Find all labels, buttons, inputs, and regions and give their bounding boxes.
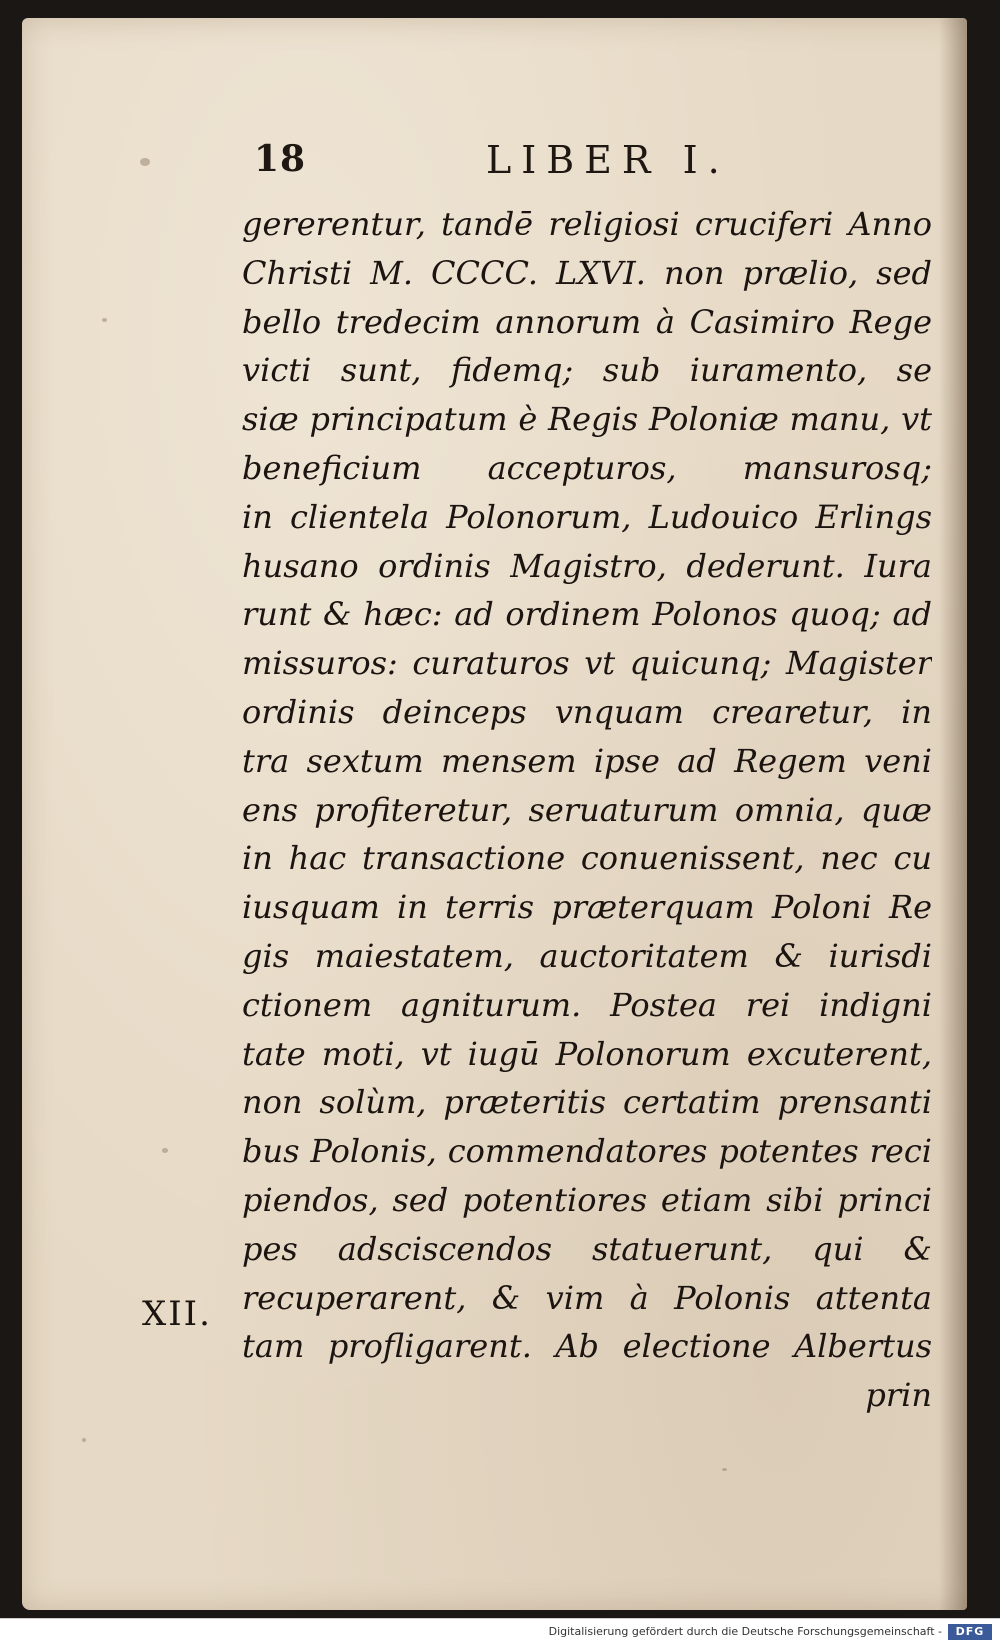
text-line: Christi M. CCCC. LXVI. non prælio, sed [242,253,932,292]
footer-credit: Digitalisierung gefördert durch die Deutsche Forschungsgemeinschaft - [548,1625,942,1638]
text-line: recuperarent, & vim à Polonis attenta [242,1278,932,1317]
text-line: in clientela Polonorum, Ludouico Erlings [242,497,932,536]
text-line: ordinis deinceps vnquam crearetur, in [242,692,932,731]
text-line: siæ principatum è Regis Poloniæ manu, vt [242,400,932,439]
text-line: tra sextum mensem ipse ad Regem veni [242,741,932,780]
text-line: ctionem agniturum. Postea rei indigni [242,985,932,1024]
text-line: gererentur, tandē religiosi cruciferi Anno [242,205,932,243]
paper-speck [140,158,150,166]
footer-bar [0,1618,1000,1647]
marginal-note: XII. [142,1294,212,1334]
text-line: tam profligarent. Ab electione Albertus [242,1327,932,1366]
text-line: iusquam in terris præterquam Poloni Re [242,888,932,927]
text-line: piendos, sed potentiores etiam sibi princi [242,1180,932,1219]
text-line: runt & hæc: ad ordinem Polonos quoq; ad [242,595,932,634]
paper-speck [102,318,107,322]
text-line: beneficium accepturos, mansurosq; [242,448,932,487]
running-title: LIBER I. [486,138,730,182]
paper-speck [162,1148,168,1153]
page-number: 18 [254,138,307,180]
page-spine-shadow [939,18,967,1610]
paper-speck [82,1438,86,1442]
body-text [242,200,932,1420]
text-line: tate moti, vt iugū Polonorum excuterent, [242,1034,932,1073]
text-line: pes adsciscendos statuerunt, qui & [242,1229,932,1268]
text-line: non solùm, præteritis certatim prensanti [242,1083,932,1122]
text-line: missuros: curaturos vt quicunq; Magister [242,644,932,683]
text-line: gis maiestatem, auctoritatem & iurisdi [242,936,932,975]
text-line: ens profiteretur, seruaturum omnia, quæ [242,790,932,829]
running-head [254,138,814,194]
dfg-logo-icon: DFG [948,1624,992,1640]
text-line: in hac transactione conuenissent, nec cu [242,839,932,878]
text-line: bus Polonis, commendatores potentes reci [242,1132,932,1171]
catchword: prin [865,1376,932,1415]
text-line: bello tredecim annorum à Casimiro Rege [242,302,932,341]
text-line: husano ordinis Magistro, dederunt. Iura [242,546,932,585]
text-line: victi sunt, fidemq; sub iuramento, se [242,351,932,390]
paper-speck [722,1468,727,1471]
book-page [22,18,967,1610]
